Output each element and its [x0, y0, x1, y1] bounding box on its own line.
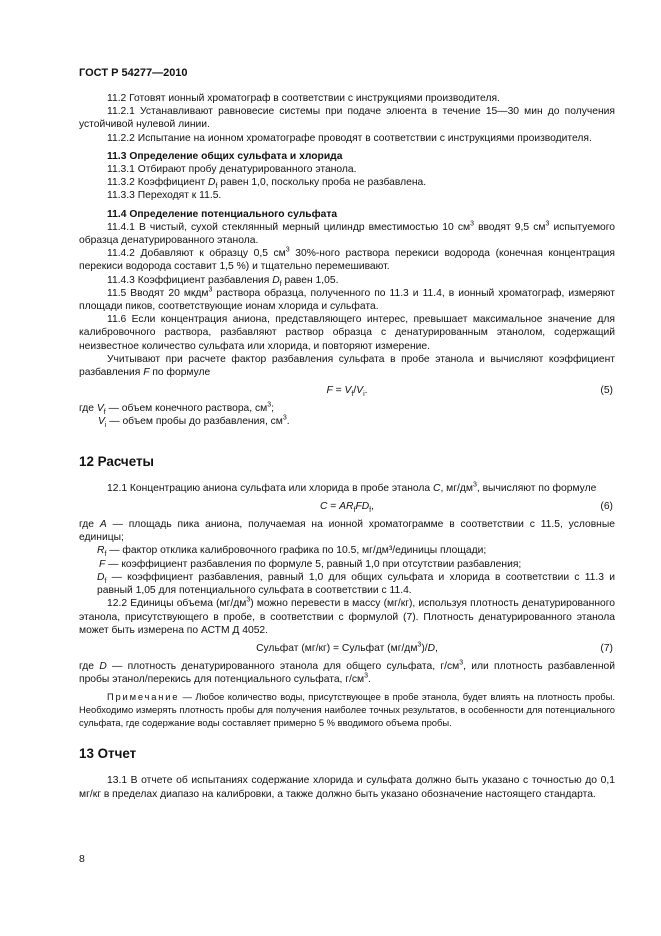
page-number: 8	[79, 853, 85, 865]
dilution-paragraph: Учитывают при расчете фактор разбавления сульфата в пробе этанола и вычисляют коэффициент разбавления F по формуле	[79, 353, 615, 379]
where-vi: $V_i$ — объем пробы до разбавления, $см^3$.	[98, 415, 290, 430]
clause-11-3-2: 11.3.2 Коэффициент $D_f$ равен 1,0, поскольку проба не разбавлена.	[107, 177, 427, 191]
clause-11-4-1: 11.4.1 В чистый, сухой стеклянный мерный цилиндр вместимостью 10 $см^3$ вводят 9,5 $см^3$ испытуемого образца денатурированного этанола.	[79, 220, 616, 247]
clause-11-2-1: 11.2.1 Устанавливают равновесие системы при подаче элюента в течение 15—30 мин до получения устойчивой нулевой линии.	[79, 106, 615, 131]
note: Примечание — Любое количество воды, присутствующее в пробе этанола, будет влиять на плотность пробы. Необходимо измерять плотность пробы для получения наиболее точных результатов, в особенности для потенциального сульфата, где содержание воды составляет примерно 5 % вводимого объема пробы.	[79, 691, 615, 728]
formula-6-number: (6)	[600, 501, 613, 513]
clause-13-1: 13.1 В отчете об испытаниях содержание хлорида и сульфата должно быть указано с точностью до 0,1 мг/кг в пределах диапазо на калибровки, а также должно быть указано обозначение настоящего стандарта.	[79, 775, 615, 800]
section-13-heading: 13 Отчет	[79, 746, 137, 762]
clause-11-3-1: 11.3.1 Отбирают пробу денатурированного этанола.	[107, 164, 357, 176]
clause-12-2: 12.2 Единицы объема $(мг/дм^3)$ можно перевести в массу (мг/кг), используя плотность денатурированного этанола, присутствующего в пробе, в соответствии с формулой (7). Плотность денатурированного этанола может быть измерена по АСТМ Д 4052.	[79, 596, 615, 636]
formula-7-number: (7)	[600, 642, 613, 654]
formula-6-expression: $C = AR_fFD_f$,	[319, 501, 374, 515]
formula-5-expression: $F = V_f/V_i$.	[326, 385, 368, 399]
clause-11-4-3: 11.4.3 Коэффициент разбавления $D_f$ равен 1,05.	[107, 274, 339, 288]
where-a: где A — площадь пика аниона, получаемая на ионной хроматограмме в соответствии с 11.5, условные единицы;	[79, 519, 615, 544]
section-12-heading: 12 Расчеты	[79, 453, 154, 469]
formula-5-number: (5)	[600, 385, 613, 397]
formula-5	[79, 384, 615, 398]
document-header: ГОСТ Р 54277—2010	[79, 67, 188, 79]
clause-11-6: 11.6 Если концентрация аниона, представляющего интерес, превышает максимальное значение для калибровочного раствора, разбавляют раствор образца с денатурированным этанолом, содержащий неизвестное количество сульфата или хлорида, и повторяют измерение.	[79, 314, 615, 352]
clause-12-1: 12.1 Концентрацию аниона сульфата или хлорида в пробе этанола C, $мг/дм^3$, вычисляют по формуле	[107, 481, 597, 494]
clause-11-5: 11.5 Вводят 20 мкдм$^3$ раствора образца, полученного по 11.3 и 11.4, в ионный хроматограф, измеряют площади пиков, соответствующие ионам хлорида и сульфата.	[79, 286, 615, 313]
where-vf: где $V_f$ — объем конечного раствора, $см^3$;	[79, 401, 275, 417]
where-f: F — коэффициент разбавления по формуле 5, равный 1,0 при отсутствии разбавления;	[99, 558, 522, 570]
formula-7	[79, 642, 615, 656]
where-d: где D — плотность денатурированного этанола для общего сульфата, $г/см^3$, или плотность разбавленной пробы этанол/перекись для потенциального сульфата, $г/см^3$.	[79, 659, 615, 686]
heading-11-3: 11.3 Определение общих сульфата и хлорида	[107, 150, 343, 162]
clause-11-4-2: 11.4.2 Добавляют к образцу 0,5 $см^3$ 30%-ного раствора перекиси водорода (конечная концентрация перекиси водорода составит 1,5 %) и тщательно перемешивают.	[79, 246, 615, 273]
formula-6	[79, 500, 615, 514]
clause-11-2: 11.2 Готовят ионный хроматограф в соответствии с инструкциями производителя.	[107, 93, 500, 104]
clause-11-3-3: 11.3.3 Переходят к 11.5.	[107, 190, 222, 202]
where-rf: $R_f$ — фактор отклика калибровочного графика по 10.5, мг/дм³/единицы площади;	[97, 545, 487, 559]
clause-11-2-2: 11.2.2 Испытание на ионном хроматографе проводят в соответствии с инструкциями производителя.	[107, 132, 592, 144]
heading-11-4: 11.4 Определение потенциального сульфата	[107, 208, 338, 220]
where-df: $D_f$ — коэффициент разбавления, равный 1,0 для общих сульфата и хлорида в соответствии с 11.3 и равный 1,05 для потенциального сульфата в соответствии с 11.4.	[97, 571, 615, 597]
note-label: Примечание	[107, 691, 180, 703]
page-content	[79, 92, 615, 801]
formula-7-expression: Сульфат (мг/кг) = Сульфат $(мг/дм^3)/D$,	[256, 641, 438, 654]
